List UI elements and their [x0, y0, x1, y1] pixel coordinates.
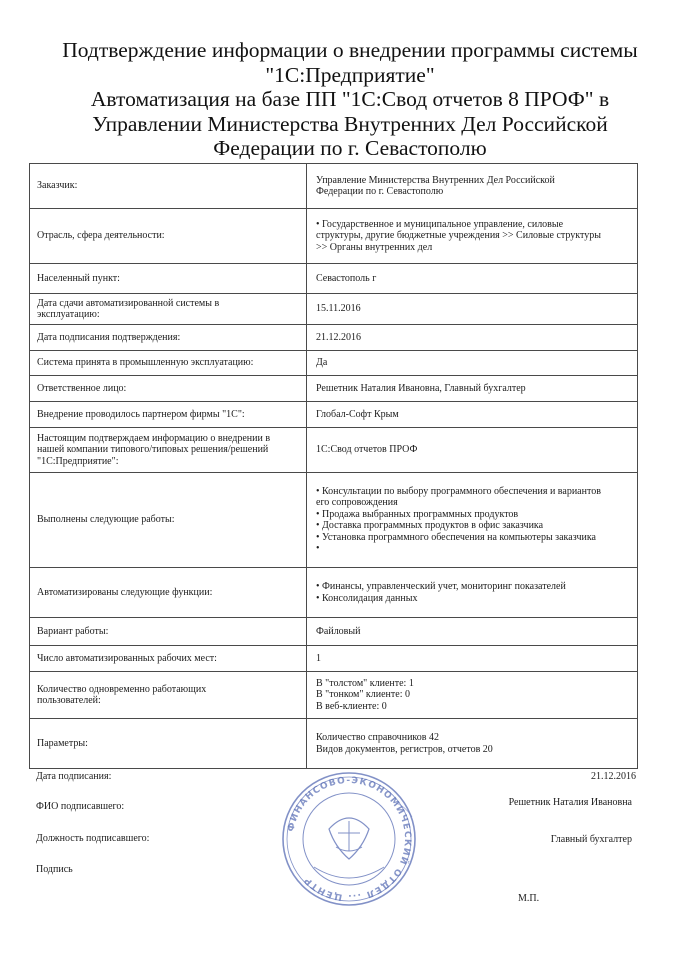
row-work-mode	[30, 618, 638, 646]
title-line-5: Федерации по г. Севастополю	[213, 136, 487, 161]
list-item: • Консолидация данных	[316, 592, 418, 604]
signer-position-label: Должность подписавшего:	[36, 833, 150, 844]
concurrent-users-label: Количество одновременно работающих пользователей:	[30, 672, 307, 719]
seal-mark: М.П.	[518, 893, 540, 904]
customer-value: Управление Министерства Внутренних Дел Российской Федерации по г. Севастополю	[307, 164, 638, 209]
accepted-value: Да	[307, 351, 638, 376]
accepted-label: Система принята в промышленную эксплуатацию:	[30, 351, 307, 376]
partner-label: Внедрение проводилось партнером фирмы "1С":	[30, 402, 307, 428]
title-line-1: Подтверждение информации о внедрении программы системы	[62, 38, 638, 62]
workstations-label: Число автоматизированных рабочих мест:	[30, 646, 307, 672]
row-responsible	[30, 376, 638, 402]
responsible-label: Ответственное лицо:	[30, 376, 307, 402]
title-line-4: Управлении Министерства Внутренних Дел Российской	[92, 111, 608, 136]
row-solution	[30, 428, 638, 473]
row-customer	[30, 164, 638, 209]
industry-value: • Государственное и муниципальное управление, силовые структуры, другие бюджетные учреждения >> Силовые структуры >> Органы внутренних дел	[307, 209, 638, 264]
solution-label: Настоящим подтверждаем информацию о внедрении в нашей компании типового/типовых решения/решений "1С:Предприятие":	[30, 428, 307, 473]
svg-text:ФИНАНСОВО-ЭКОНОМИЧЕСКИЙ ОТДЕЛ: ФИНАНСОВО-ЭКОНОМИЧЕСКИЙ ОТДЕЛ ... ЦЕНТР	[286, 775, 413, 903]
list-item: его сопровождения	[316, 497, 398, 508]
works-label: Выполнены следующие работы:	[30, 473, 307, 568]
list-item: •	[316, 543, 320, 554]
list-item: • Финансы, управленческий учет, мониторинг показателей	[316, 581, 566, 592]
row-confirmation-date	[30, 325, 638, 351]
workstations-value: 1	[307, 646, 638, 672]
parameters-label: Параметры:	[30, 719, 307, 769]
signer-position-value: Главный бухгалтер	[550, 834, 632, 845]
commissioning-date-value: 15.11.2016	[307, 294, 638, 325]
work-mode-value: Файловый	[307, 618, 638, 646]
row-parameters	[30, 719, 638, 769]
title-line-2: "1С:Предприятие"	[265, 62, 435, 87]
confirmation-date-value: 21.12.2016	[307, 325, 638, 351]
list-item: • Консультации по выбору программного обеспечения и вариантов	[316, 485, 601, 497]
partner-value: Глобал-Софт Крым	[307, 402, 638, 428]
customer-label: Заказчик:	[30, 164, 307, 209]
confirmation-date-label: Дата подписания подтверждения:	[30, 325, 307, 351]
row-locality	[30, 264, 638, 294]
industry-label: Отрасль, сфера деятельности:	[30, 209, 307, 264]
official-stamp-icon	[274, 769, 424, 909]
locality-label: Населенный пункт:	[30, 264, 307, 294]
title-line-3: Автоматизация на базе ПП "1С:Свод отчетов 8 ПРОФ" в	[90, 87, 610, 112]
locality-value: Севастополь г	[307, 264, 638, 294]
list-item: • Установка программного обеспечения на компьютеры заказчика	[316, 531, 596, 543]
row-workstations	[30, 646, 638, 672]
list-item: • Продажа выбранных программных продуктов	[316, 508, 519, 520]
solution-value: 1С:Свод отчетов ПРОФ	[307, 428, 638, 473]
row-works	[30, 473, 638, 568]
signer-name-label: ФИО подписавшего:	[36, 801, 125, 812]
row-partner	[30, 402, 638, 428]
signature-label: Подпись	[36, 864, 73, 875]
concurrent-users-value: В "толстом" клиенте: 1 В "тонком" клиенте: 0 В веб-клиенте: 0	[307, 672, 638, 719]
works-value	[307, 473, 638, 568]
responsible-value: Решетник Наталия Ивановна, Главный бухгалтер	[307, 376, 638, 402]
document-title	[20, 38, 680, 161]
list-item: • Доставка программных продуктов в офис заказчика	[316, 520, 544, 531]
info-table	[29, 163, 638, 769]
row-commissioning-date	[30, 294, 638, 325]
row-accepted	[30, 351, 638, 376]
commissioning-date-label: Дата сдачи автоматизированной системы в эксплуатацию:	[30, 294, 307, 325]
functions-label: Автоматизированы следующие функции:	[30, 568, 307, 618]
functions-value	[307, 568, 638, 618]
row-functions	[30, 568, 638, 618]
row-concurrent-users	[30, 672, 638, 719]
work-mode-label: Вариант работы:	[30, 618, 307, 646]
signer-name-value: Решетник Наталия Ивановна	[508, 797, 632, 808]
signing-date-label: Дата подписания:	[36, 771, 112, 782]
signing-date-value: 21.12.2016	[591, 771, 636, 782]
row-industry	[30, 209, 638, 264]
parameters-value: Количество справочников 42 Видов документов, регистров, отчетов 20	[307, 719, 638, 769]
